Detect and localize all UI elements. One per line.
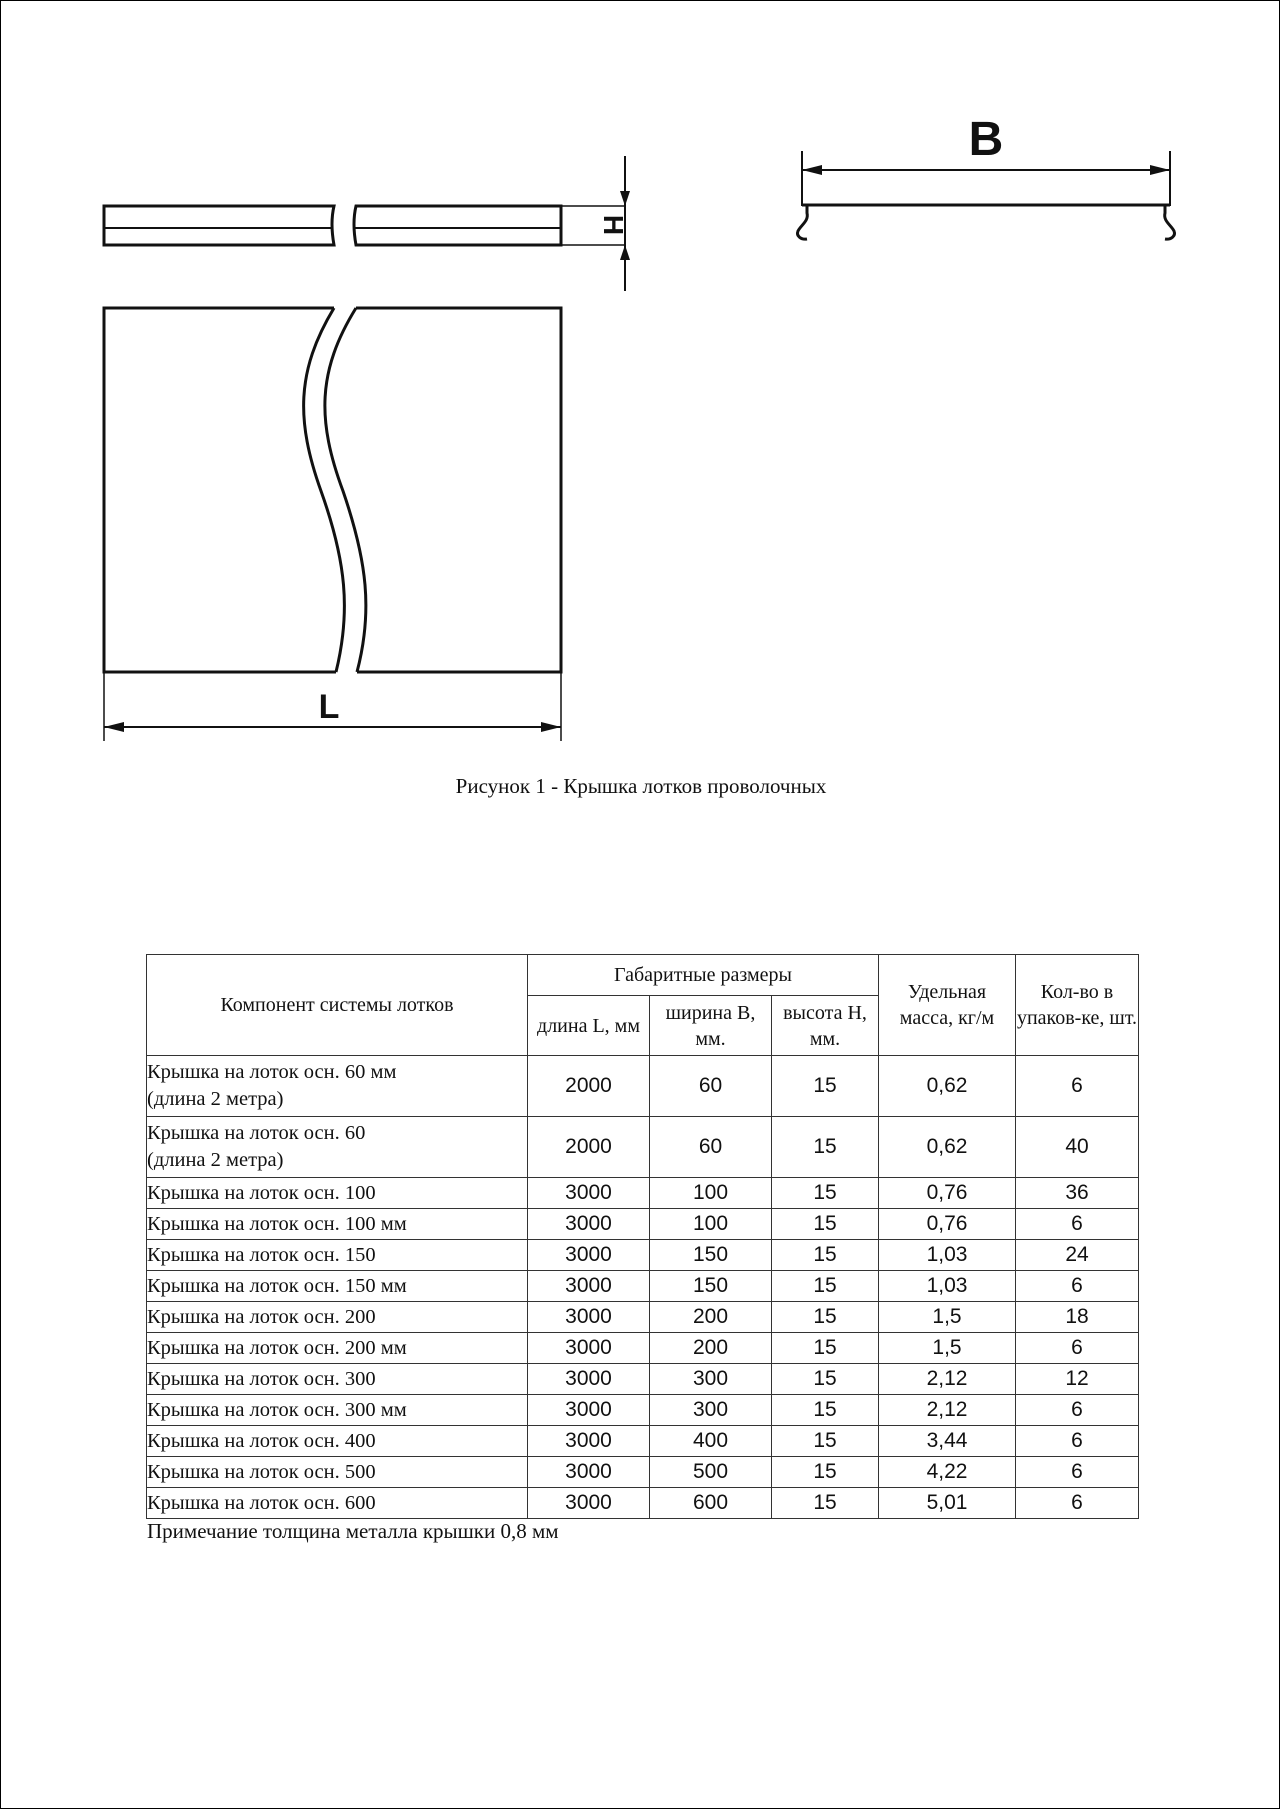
- cell-height: 15: [772, 1271, 879, 1302]
- cell-name: Крышка на лоток осн. 600: [147, 1488, 528, 1519]
- cell-pack: 6: [1016, 1395, 1139, 1426]
- cell-pack: 6: [1016, 1056, 1139, 1117]
- cell-mass: 3,44: [879, 1426, 1016, 1457]
- cell-mass: 2,12: [879, 1364, 1016, 1395]
- cover-top-view-drawing: [91, 291, 651, 751]
- table-body: [147, 1056, 1139, 1519]
- cell-width: 300: [650, 1395, 772, 1426]
- cell-length: 3000: [528, 1426, 650, 1457]
- cell-width: 100: [650, 1209, 772, 1240]
- cell-length: 3000: [528, 1488, 650, 1519]
- cell-name: Крышка на лоток осн. 150: [147, 1240, 528, 1271]
- header-height: высота H, мм.: [772, 996, 879, 1056]
- cell-name: Крышка на лоток осн. 60 (длина 2 метра): [147, 1117, 528, 1178]
- dim-label-h: H: [598, 214, 629, 236]
- cell-pack: 36: [1016, 1178, 1139, 1209]
- cell-name: Крышка на лоток осн. 300 мм: [147, 1395, 528, 1426]
- cell-length: 3000: [528, 1333, 650, 1364]
- cell-height: 15: [772, 1333, 879, 1364]
- cell-mass: 1,03: [879, 1271, 1016, 1302]
- cell-name: Крышка на лоток осн. 200: [147, 1302, 528, 1333]
- cell-length: 2000: [528, 1117, 650, 1178]
- cell-pack: 6: [1016, 1457, 1139, 1488]
- cell-mass: 0,76: [879, 1178, 1016, 1209]
- cell-length: 3000: [528, 1395, 650, 1426]
- table-row: [147, 1395, 1139, 1426]
- table-row: [147, 1271, 1139, 1302]
- cell-mass: 1,5: [879, 1302, 1016, 1333]
- cell-mass: 2,12: [879, 1395, 1016, 1426]
- table-row: [147, 1302, 1139, 1333]
- table-row: [147, 1333, 1139, 1364]
- cell-pack: 6: [1016, 1271, 1139, 1302]
- header-length: длина L, мм: [528, 996, 650, 1056]
- cell-name: Крышка на лоток осн. 100 мм: [147, 1209, 528, 1240]
- cell-mass: 0,62: [879, 1117, 1016, 1178]
- cell-height: 15: [772, 1117, 879, 1178]
- cell-width: 300: [650, 1364, 772, 1395]
- cell-height: 15: [772, 1240, 879, 1271]
- cell-pack: 24: [1016, 1240, 1139, 1271]
- cell-mass: 4,22: [879, 1457, 1016, 1488]
- cell-name: Крышка на лоток осн. 200 мм: [147, 1333, 528, 1364]
- cell-name: Крышка на лоток осн. 300: [147, 1364, 528, 1395]
- cell-height: 15: [772, 1364, 879, 1395]
- cell-name: Крышка на лоток осн. 400: [147, 1426, 528, 1457]
- cell-width: 150: [650, 1240, 772, 1271]
- table-row: [147, 1457, 1139, 1488]
- cell-length: 3000: [528, 1209, 650, 1240]
- figure-caption: Рисунок 1 - Крышка лотков проволочных: [455, 774, 827, 798]
- cell-width: 200: [650, 1302, 772, 1333]
- cell-length: 2000: [528, 1056, 650, 1117]
- table-row: [147, 1364, 1139, 1395]
- cell-width: 150: [650, 1271, 772, 1302]
- dim-label-l: L: [318, 688, 340, 726]
- cell-mass: 5,01: [879, 1488, 1016, 1519]
- cell-width: 60: [650, 1056, 772, 1117]
- cell-length: 3000: [528, 1302, 650, 1333]
- cell-length: 3000: [528, 1364, 650, 1395]
- cell-height: 15: [772, 1056, 879, 1117]
- table-row: [147, 1240, 1139, 1271]
- specification-table: [146, 954, 1139, 1519]
- cell-width: 500: [650, 1457, 772, 1488]
- cell-height: 15: [772, 1457, 879, 1488]
- header-pack: Кол-во в упаков-ке, шт.: [1016, 955, 1139, 1056]
- dim-label-b: B: [968, 113, 1004, 166]
- cell-mass: 1,03: [879, 1240, 1016, 1271]
- cell-name: Крышка на лоток осн. 150 мм: [147, 1271, 528, 1302]
- cell-height: 15: [772, 1302, 879, 1333]
- cell-width: 600: [650, 1488, 772, 1519]
- cell-height: 15: [772, 1395, 879, 1426]
- table-row: [147, 1488, 1139, 1519]
- cell-width: 60: [650, 1117, 772, 1178]
- table-note: Примечание толщина металла крышки 0,8 мм: [147, 1519, 559, 1543]
- cell-pack: 6: [1016, 1333, 1139, 1364]
- cell-height: 15: [772, 1488, 879, 1519]
- cell-mass: 1,5: [879, 1333, 1016, 1364]
- cell-length: 3000: [528, 1178, 650, 1209]
- cell-length: 3000: [528, 1240, 650, 1271]
- cell-name: Крышка на лоток осн. 500: [147, 1457, 528, 1488]
- cell-length: 3000: [528, 1271, 650, 1302]
- cell-width: 100: [650, 1178, 772, 1209]
- cell-pack: 18: [1016, 1302, 1139, 1333]
- cell-height: 15: [772, 1209, 879, 1240]
- cell-width: 400: [650, 1426, 772, 1457]
- cell-height: 15: [772, 1426, 879, 1457]
- header-component: Компонент системы лотков: [147, 955, 528, 1056]
- header-width: ширина B, мм.: [650, 996, 772, 1056]
- table-row: [147, 1426, 1139, 1457]
- cell-pack: 40: [1016, 1117, 1139, 1178]
- cell-length: 3000: [528, 1457, 650, 1488]
- table-row: [147, 1178, 1139, 1209]
- cell-pack: 6: [1016, 1488, 1139, 1519]
- header-dimensions: Габаритные размеры: [528, 955, 879, 996]
- table-row: [147, 1209, 1139, 1240]
- cell-width: 200: [650, 1333, 772, 1364]
- cell-height: 15: [772, 1178, 879, 1209]
- cell-name: Крышка на лоток осн. 60 мм (длина 2 метра): [147, 1056, 528, 1117]
- cell-pack: 12: [1016, 1364, 1139, 1395]
- cover-end-view-drawing: [791, 101, 1191, 261]
- cell-pack: 6: [1016, 1426, 1139, 1457]
- cell-mass: 0,76: [879, 1209, 1016, 1240]
- table-row: [147, 1117, 1139, 1178]
- cell-pack: 6: [1016, 1209, 1139, 1240]
- cover-side-view-drawing: [91, 151, 651, 291]
- table-row: [147, 1056, 1139, 1117]
- header-mass: Удельная масса, кг/м: [879, 955, 1016, 1056]
- cell-mass: 0,62: [879, 1056, 1016, 1117]
- cell-name: Крышка на лоток осн. 100: [147, 1178, 528, 1209]
